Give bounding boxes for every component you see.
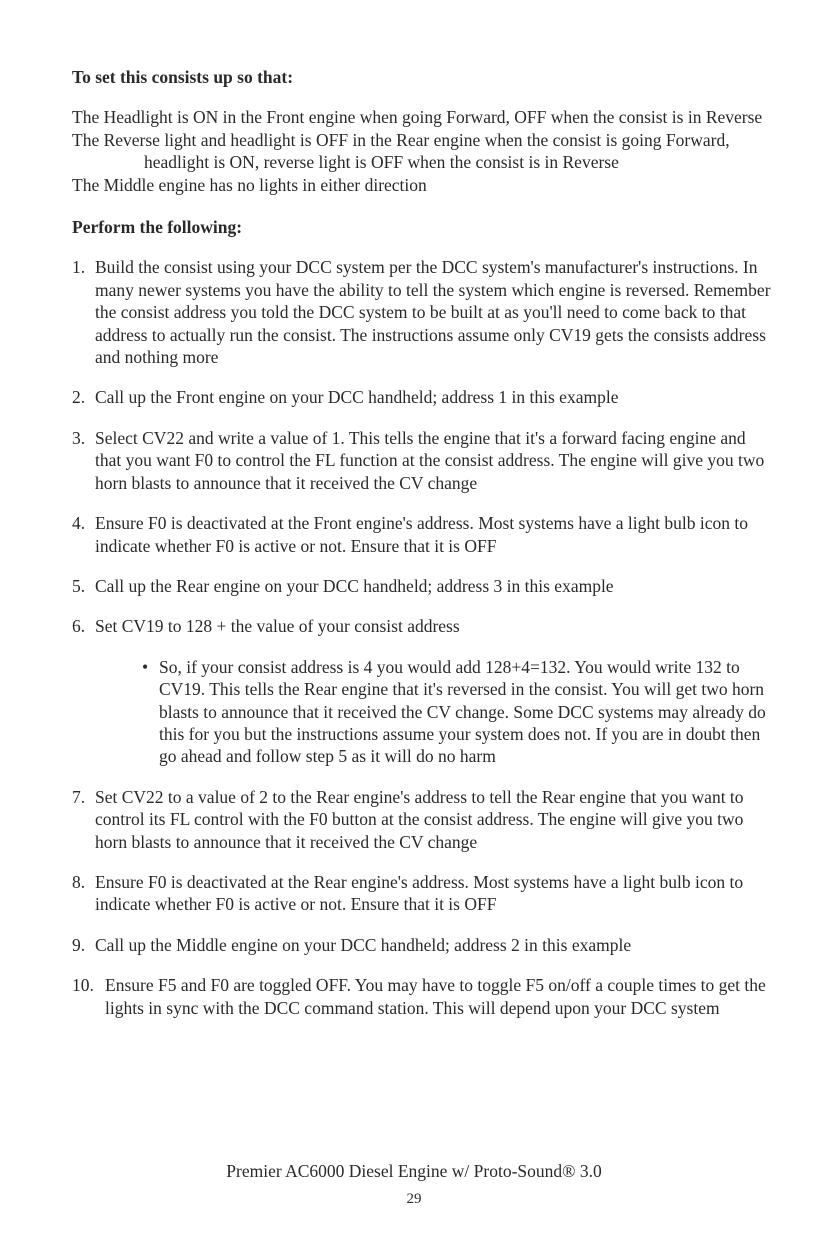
- intro-list: [72, 106, 772, 196]
- page-number: 29: [406, 1191, 422, 1207]
- page-footer: Premier AC6000 Diesel Engine w/ Proto-Sound® 3.0: [226, 1161, 602, 1181]
- step-number: 6.: [72, 616, 86, 637]
- bullet-note: [142, 656, 772, 768]
- step-number: 10.: [72, 975, 94, 996]
- intro-item: The Reverse light and headlight is OFF in the Rear engine when the consist is going Forward, headlight is ON, reverse light is OFF when the consist is in Reverse: [72, 129, 730, 173]
- step-item: [72, 786, 772, 853]
- step-number: 7.: [72, 786, 86, 807]
- page-content: [72, 66, 772, 1037]
- step-item: [72, 427, 772, 494]
- step-text: Call up the Rear engine on your DCC handheld; address 3 in this example: [95, 575, 614, 596]
- step-text: Select CV22 and write a value of 1. This tells the engine that it's a forward facing engine and that you want F0 to control the FL function at the consist address. The engine will give you two horn blasts to announce that it received the CV change: [95, 427, 765, 493]
- step-text: Call up the Front engine on your DCC handheld; address 1 in this example: [95, 387, 619, 408]
- step-text: Ensure F0 is deactivated at the Front engine's address. Most systems have a light bulb icon to indicate whether F0 is active or not. Ensure that it is OFF: [95, 513, 748, 556]
- step-number: 4.: [72, 513, 86, 534]
- steps-list: [72, 256, 772, 1019]
- step-number: 8.: [72, 871, 86, 892]
- procedure-heading: Perform the following:: [72, 217, 243, 238]
- step-item: [72, 256, 772, 368]
- step-item: [72, 615, 772, 637]
- step-item: [72, 512, 772, 557]
- intro-item: The Middle engine has no lights in either direction: [72, 174, 427, 195]
- step-text: Build the consist using your DCC system per the DCC system's manufacturer's instructions. In many newer systems you have the ability to tell the system which engine is reversed. Remember the consist address you told the DCC system to be built at as you'll need to come back to that address to actually run the consist. The instructions assume only CV19 gets the consists address and nothing more: [95, 257, 771, 368]
- step-item: [72, 871, 772, 916]
- step-number: 9.: [72, 934, 86, 955]
- step-item: [72, 934, 772, 956]
- step-text: Ensure F5 and F0 are toggled OFF. You may have to toggle F5 on/off a couple times to get the lights in sync with the DCC command station. This will depend upon your DCC system: [105, 975, 766, 1018]
- step-number: 3.: [72, 427, 86, 448]
- step-item: [72, 386, 772, 408]
- step-text: Set CV22 to a value of 2 to the Rear engine's address to tell the Rear engine that you want to control its FL control with the F0 button at the consist address. The engine will give you two horn blasts to announce that it received the CV change: [95, 786, 744, 852]
- step-text: Set CV19 to 128 + the value of your consist address: [95, 616, 460, 637]
- step-item: [72, 575, 772, 597]
- section-heading: To set this consists up so that:: [72, 67, 294, 87]
- step-number: 5.: [72, 575, 86, 596]
- step-text: Ensure F0 is deactivated at the Rear engine's address. Most systems have a light bulb icon to indicate whether F0 is active or not. Ensure that it is OFF: [95, 871, 744, 915]
- step-number: 1.: [72, 257, 86, 278]
- bullet-text: So, if your consist address is 4 you would add 128+4=132. You would write 132 to CV19. This tells the Rear engine that it's reversed in the consist. You will get two horn blasts to announce that it received the CV change. Some DCC systems may already do this for you but the instructions assume your system does not. If you are in doubt then go ahead and follow step 5 as it will do no harm: [159, 656, 766, 767]
- bullet-dot-icon: •: [142, 656, 149, 677]
- step-text: Call up the Middle engine on your DCC handheld; address 2 in this example: [95, 934, 632, 955]
- intro-item: The Headlight is ON in the Front engine when going Forward, OFF when the consist is in Reverse: [72, 107, 763, 128]
- step-number: 2.: [72, 387, 86, 408]
- step-item: [72, 974, 772, 1019]
